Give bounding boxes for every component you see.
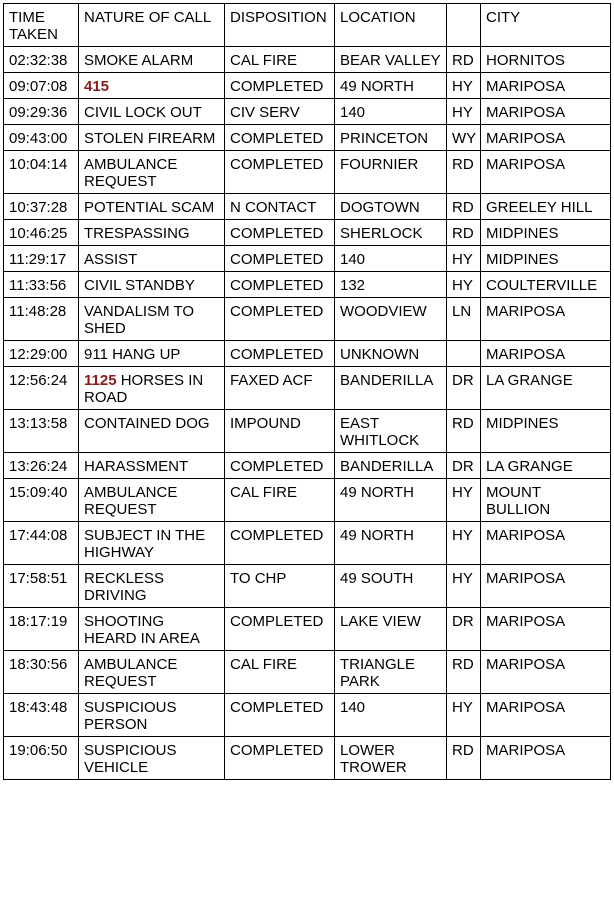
cell-nature-of-call — [79, 220, 225, 246]
cell-nature-of-call — [79, 298, 225, 341]
table-row — [4, 298, 611, 341]
call-nature-text: SUSPICIOUS PERSON — [84, 699, 177, 733]
table-row — [4, 220, 611, 246]
cell-city: GREELEY HILL — [481, 194, 611, 220]
cell-road-type: WY — [447, 125, 481, 151]
cell-nature-of-call — [79, 272, 225, 298]
cell-road-type: RD — [447, 737, 481, 780]
cell-disposition: IMPOUND — [225, 410, 335, 453]
cell-location: 49 NORTH — [335, 522, 447, 565]
cell-location: BEAR VALLEY — [335, 47, 447, 73]
table-row — [4, 737, 611, 780]
cell-location: FOURNIER — [335, 151, 447, 194]
cell-city: MARIPOSA — [481, 99, 611, 125]
cell-time-taken: 02:32:38 — [4, 47, 79, 73]
header-disposition: DISPOSITION — [225, 4, 335, 47]
cell-time-taken: 17:58:51 — [4, 565, 79, 608]
cell-location: WOODVIEW — [335, 298, 447, 341]
cell-nature-of-call — [79, 99, 225, 125]
call-nature-text: HORSES IN ROAD — [84, 372, 204, 406]
cell-road-type: RD — [447, 151, 481, 194]
cell-disposition: COMPLETED — [225, 694, 335, 737]
cell-city: MARIPOSA — [481, 608, 611, 651]
table-row — [4, 367, 611, 410]
cell-nature-of-call — [79, 246, 225, 272]
cell-time-taken: 15:09:40 — [4, 479, 79, 522]
cell-nature-of-call — [79, 479, 225, 522]
cell-location: LOWER TROWER — [335, 737, 447, 780]
cell-location: 140 — [335, 246, 447, 272]
call-nature-text: HARASSMENT — [84, 458, 189, 475]
call-code: 415 — [84, 78, 110, 95]
cell-city: MARIPOSA — [481, 151, 611, 194]
cell-nature-of-call — [79, 341, 225, 367]
table-row — [4, 341, 611, 367]
cell-location: 140 — [335, 694, 447, 737]
cell-disposition: COMPLETED — [225, 737, 335, 780]
cell-disposition: COMPLETED — [225, 453, 335, 479]
cell-disposition: COMPLETED — [225, 246, 335, 272]
cell-road-type: HY — [447, 73, 481, 99]
cell-location: LAKE VIEW — [335, 608, 447, 651]
call-nature-text: CONTAINED DOG — [84, 415, 210, 432]
cell-time-taken: 09:43:00 — [4, 125, 79, 151]
cell-nature-of-call — [79, 367, 225, 410]
cell-disposition: COMPLETED — [225, 522, 335, 565]
cell-road-type: DR — [447, 608, 481, 651]
table-row — [4, 73, 611, 99]
cell-city: MARIPOSA — [481, 522, 611, 565]
cell-nature-of-call — [79, 651, 225, 694]
cell-city: MARIPOSA — [481, 694, 611, 737]
header-road-type — [447, 4, 481, 47]
cell-nature-of-call — [79, 694, 225, 737]
call-nature-text: ASSIST — [84, 251, 138, 268]
cell-nature-of-call — [79, 125, 225, 151]
call-nature-text: STOLEN FIREARM — [84, 130, 216, 147]
cell-time-taken: 11:48:28 — [4, 298, 79, 341]
cell-time-taken: 10:04:14 — [4, 151, 79, 194]
cell-disposition: FAXED ACF — [225, 367, 335, 410]
cell-disposition: COMPLETED — [225, 73, 335, 99]
cell-nature-of-call — [79, 47, 225, 73]
cell-city: MIDPINES — [481, 246, 611, 272]
cell-road-type: RD — [447, 47, 481, 73]
cell-time-taken: 19:06:50 — [4, 737, 79, 780]
cell-location: BANDERILLA — [335, 453, 447, 479]
table-row — [4, 410, 611, 453]
table-row — [4, 522, 611, 565]
cell-time-taken: 17:44:08 — [4, 522, 79, 565]
call-nature-text: SMOKE ALARM — [84, 52, 194, 69]
cell-road-type: HY — [447, 694, 481, 737]
cell-city: COULTERVILLE — [481, 272, 611, 298]
call-nature-text: 911 HANG UP — [84, 346, 181, 363]
cell-disposition: TO CHP — [225, 565, 335, 608]
call-code: 1125 — [84, 372, 117, 389]
cell-location: 132 — [335, 272, 447, 298]
cell-time-taken: 18:43:48 — [4, 694, 79, 737]
cell-nature-of-call — [79, 453, 225, 479]
call-nature-text: TRESPASSING — [84, 225, 190, 242]
table-row — [4, 47, 611, 73]
cell-disposition: COMPLETED — [225, 608, 335, 651]
cell-time-taken: 10:46:25 — [4, 220, 79, 246]
call-nature-text: POTENTIAL SCAM — [84, 199, 215, 216]
cell-road-type: HY — [447, 479, 481, 522]
cell-road-type: RD — [447, 220, 481, 246]
call-log-body — [4, 4, 611, 780]
cell-road-type: RD — [447, 410, 481, 453]
cell-road-type: RD — [447, 194, 481, 220]
table-row — [4, 272, 611, 298]
cell-location: DOGTOWN — [335, 194, 447, 220]
table-row — [4, 151, 611, 194]
cell-nature-of-call — [79, 608, 225, 651]
cell-time-taken: 11:29:17 — [4, 246, 79, 272]
table-row — [4, 694, 611, 737]
cell-disposition: CAL FIRE — [225, 651, 335, 694]
cell-disposition: COMPLETED — [225, 272, 335, 298]
header-row — [4, 4, 611, 47]
call-nature-text: SUBJECT IN THE HIGHWAY — [84, 527, 206, 561]
cell-location: 140 — [335, 99, 447, 125]
call-nature-text: SUSPICIOUS VEHICLE — [84, 742, 177, 776]
header-location: LOCATION — [335, 4, 447, 47]
call-nature-text: AMBULANCE REQUEST — [84, 156, 178, 190]
call-nature-text: RECKLESS DRIVING — [84, 570, 165, 604]
cell-nature-of-call — [79, 565, 225, 608]
cell-location: SHERLOCK — [335, 220, 447, 246]
cell-time-taken: 11:33:56 — [4, 272, 79, 298]
cell-location: 49 SOUTH — [335, 565, 447, 608]
cell-nature-of-call — [79, 410, 225, 453]
cell-disposition: COMPLETED — [225, 125, 335, 151]
cell-nature-of-call — [79, 151, 225, 194]
cell-disposition: COMPLETED — [225, 220, 335, 246]
cell-city: MARIPOSA — [481, 125, 611, 151]
cell-time-taken: 09:07:08 — [4, 73, 79, 99]
table-row — [4, 608, 611, 651]
cell-time-taken: 10:37:28 — [4, 194, 79, 220]
table-row — [4, 125, 611, 151]
cell-location: TRIANGLE PARK — [335, 651, 447, 694]
cell-road-type: DR — [447, 453, 481, 479]
call-nature-text: VANDALISM TO SHED — [84, 303, 195, 337]
cell-disposition: CAL FIRE — [225, 479, 335, 522]
cell-time-taken: 09:29:36 — [4, 99, 79, 125]
cell-time-taken: 18:30:56 — [4, 651, 79, 694]
cell-city: MOUNT BULLION — [481, 479, 611, 522]
call-nature-text: AMBULANCE REQUEST — [84, 656, 178, 690]
cell-city: MARIPOSA — [481, 737, 611, 780]
table-row — [4, 246, 611, 272]
cell-time-taken: 13:26:24 — [4, 453, 79, 479]
cell-location: EAST WHITLOCK — [335, 410, 447, 453]
cell-city: MARIPOSA — [481, 651, 611, 694]
cell-city: MARIPOSA — [481, 298, 611, 341]
cell-nature-of-call — [79, 737, 225, 780]
cell-time-taken: 12:29:00 — [4, 341, 79, 367]
cell-road-type: LN — [447, 298, 481, 341]
cell-time-taken: 12:56:24 — [4, 367, 79, 410]
cell-location: UNKNOWN — [335, 341, 447, 367]
cell-disposition: N CONTACT — [225, 194, 335, 220]
cell-disposition: CAL FIRE — [225, 47, 335, 73]
table-row — [4, 194, 611, 220]
table-row — [4, 453, 611, 479]
table-row — [4, 651, 611, 694]
cell-nature-of-call — [79, 194, 225, 220]
cell-city: MARIPOSA — [481, 565, 611, 608]
call-nature-text: CIVIL STANDBY — [84, 277, 195, 294]
cell-disposition: CIV SERV — [225, 99, 335, 125]
cell-road-type — [447, 341, 481, 367]
cell-road-type: HY — [447, 99, 481, 125]
header-city: CITY — [481, 4, 611, 47]
cell-city: LA GRANGE — [481, 367, 611, 410]
cell-city: MIDPINES — [481, 220, 611, 246]
cell-location: 49 NORTH — [335, 73, 447, 99]
call-nature-text: SHOOTING HEARD IN AREA — [84, 613, 200, 647]
cell-road-type: HY — [447, 565, 481, 608]
cell-road-type: DR — [447, 367, 481, 410]
cell-location: PRINCETON — [335, 125, 447, 151]
cell-location: BANDERILLA — [335, 367, 447, 410]
cell-city: MIDPINES — [481, 410, 611, 453]
cell-disposition: COMPLETED — [225, 341, 335, 367]
cell-road-type: RD — [447, 651, 481, 694]
cell-city: MARIPOSA — [481, 73, 611, 99]
cell-road-type: HY — [447, 522, 481, 565]
cell-road-type: HY — [447, 272, 481, 298]
call-nature-text: CIVIL LOCK OUT — [84, 104, 202, 121]
cell-city: MARIPOSA — [481, 341, 611, 367]
call-log-table — [3, 3, 611, 780]
cell-location: 49 NORTH — [335, 479, 447, 522]
table-row — [4, 479, 611, 522]
cell-city: LA GRANGE — [481, 453, 611, 479]
header-nature-of-call: NATURE OF CALL — [79, 4, 225, 47]
table-row — [4, 99, 611, 125]
cell-road-type: HY — [447, 246, 481, 272]
cell-nature-of-call — [79, 522, 225, 565]
cell-disposition: COMPLETED — [225, 151, 335, 194]
table-row — [4, 565, 611, 608]
header-time-taken: TIME TAKEN — [4, 4, 79, 47]
cell-time-taken: 18:17:19 — [4, 608, 79, 651]
cell-disposition: COMPLETED — [225, 298, 335, 341]
call-nature-text: AMBULANCE REQUEST — [84, 484, 178, 518]
cell-time-taken: 13:13:58 — [4, 410, 79, 453]
cell-city: HORNITOS — [481, 47, 611, 73]
cell-nature-of-call — [79, 73, 225, 99]
